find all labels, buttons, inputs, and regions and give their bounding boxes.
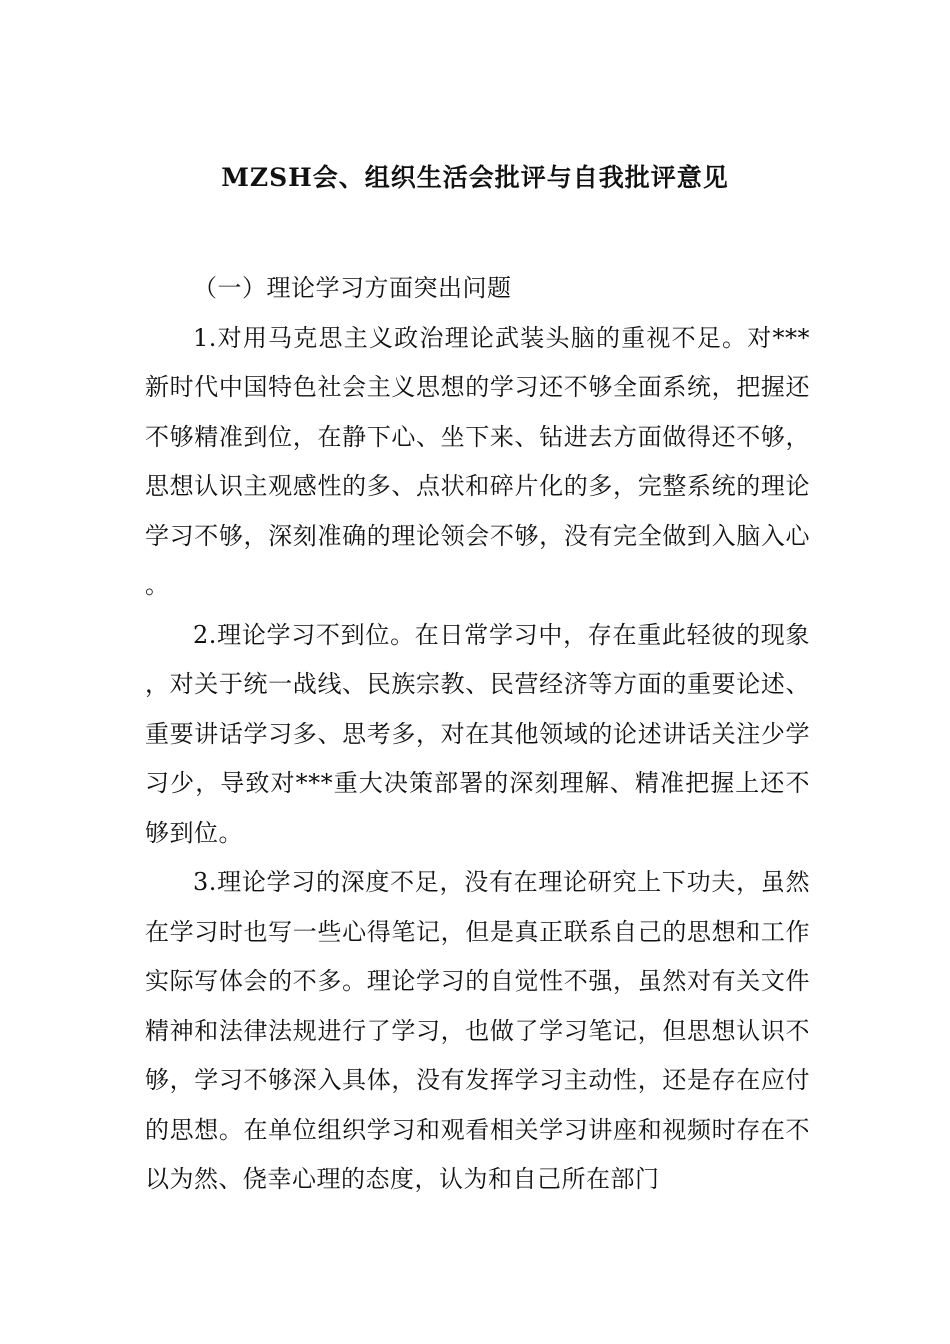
paragraph-2: 2.理论学习不到位。在日常学习中，存在重此轻彼的现象，对关于统一战线、民族宗教、民营经济等方面的重要论述、重要讲话学习多、思考多，对在其他领域的论述讲话关注少学习少，导致对***重大决策部署的深刻理解、精准把握上还不够到位。	[145, 620, 810, 847]
section-heading: （一）理论学习方面突出问题	[193, 274, 512, 302]
paragraph-1: 1.对用马克思主义政治理论武装头脑的重视不足。对***新时代中国特色社会主义思想的学习还不够全面系统，把握还不够精准到位，在静下心、坐下来、钻进去方面做得还不够，思想认识主观感性的多、点状和碎片化的多，完整系统的理论学习不够，深刻准确的理论领会不够，没有完全做到入脑入心。	[145, 323, 810, 599]
document-title: MZSH会、组织生活会批评与自我批评意见	[221, 163, 729, 192]
document-body	[145, 264, 810, 1205]
paragraph-3: 3.理论学习的深度不足，没有在理论研究上下功夫，虽然在学习时也写一些心得笔记，但是真正联系自己的思想和工作实际写体会的不多。理论学习的自觉性不强，虽然对有关文件精神和法律法规进行了学习，也做了学习笔记，但思想认识不够，学习不够深入具体，没有发挥学习主动性，还是存在应付的思想。在单位组织学习和观看相关学习讲座和视频时存在不以为然、侥幸心理的态度，认为和自己所在部门	[145, 868, 810, 1193]
